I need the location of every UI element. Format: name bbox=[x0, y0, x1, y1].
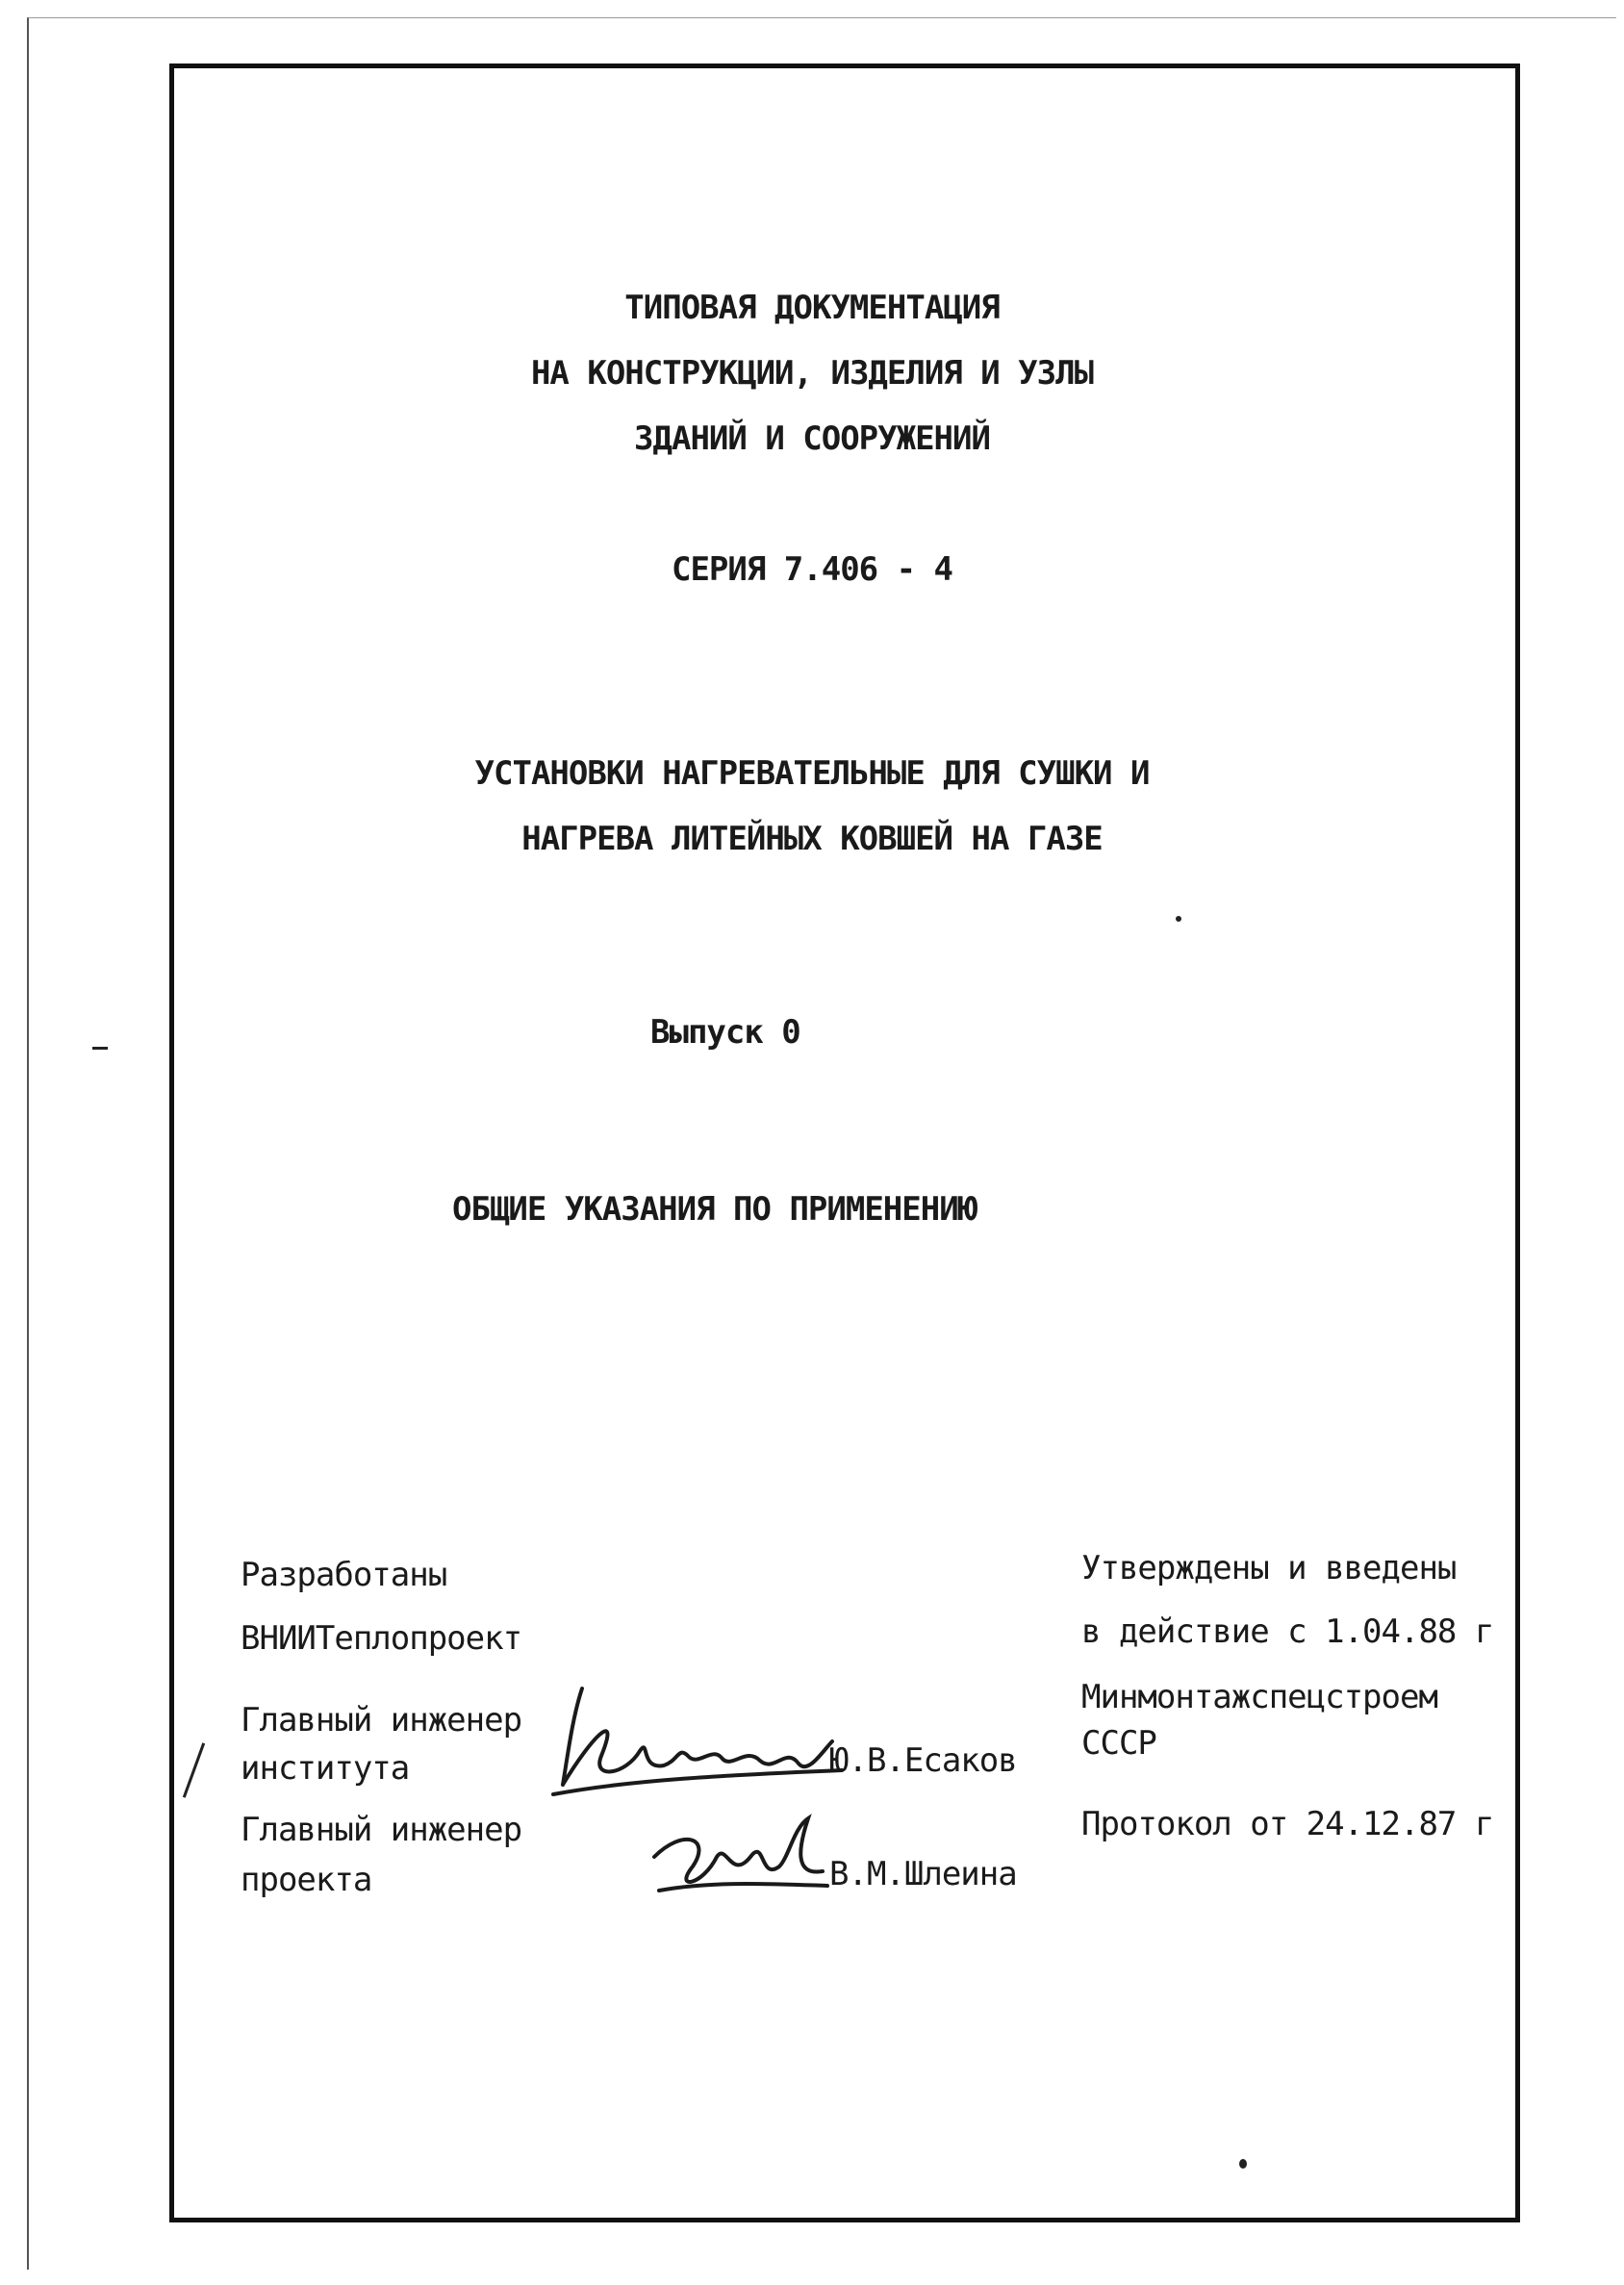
scan-speck bbox=[92, 1047, 108, 1050]
signature-esakov bbox=[534, 1679, 861, 1804]
chief-institute-role-2: института bbox=[241, 1749, 410, 1788]
subject-line-1: УСТАНОВКИ НАГРЕВАТЕЛЬНЫЕ ДЛЯ СУШКИ И bbox=[474, 754, 1150, 793]
approval-line-1: Утверждены и введены bbox=[1081, 1549, 1457, 1587]
approval-line-3: Минмонтажспецстроем bbox=[1081, 1678, 1437, 1716]
title-line-1: ТИПОВАЯ ДОКУМЕНТАЦИЯ bbox=[624, 289, 1000, 327]
signature-shleina bbox=[645, 1799, 837, 1905]
developed-label: Разработаны bbox=[241, 1556, 447, 1594]
developed-org: ВНИИТеплопроект bbox=[241, 1619, 522, 1658]
issue-number: Выпуск 0 bbox=[650, 1013, 800, 1052]
chief-project-role-1: Главный инженер bbox=[241, 1811, 522, 1849]
subject-line-2: НАГРЕВА ЛИТЕЙНЫХ КОВШЕЙ НА ГАЗЕ bbox=[521, 820, 1103, 858]
series-number: СЕРИЯ 7.406 - 4 bbox=[671, 550, 953, 589]
title-line-3: ЗДАНИЙ И СООРУЖЕНИЙ bbox=[634, 419, 990, 458]
title-line-2: НА КОНСТРУКЦИИ, ИЗДЕЛИЯ И УЗЛЫ bbox=[530, 354, 1094, 393]
chief-project-name: В.М.Шлеина bbox=[829, 1855, 1017, 1893]
chief-institute-role-1: Главный инженер bbox=[241, 1701, 522, 1739]
scan-speck bbox=[1239, 2159, 1247, 2169]
issue-subtitle: ОБЩИЕ УКАЗАНИЯ ПО ПРИМЕНЕНИЮ bbox=[452, 1190, 977, 1229]
scan-speck bbox=[1176, 916, 1181, 922]
approval-protocol: Протокол от 24.12.87 г bbox=[1081, 1805, 1494, 1843]
chief-project-role-2: проекта bbox=[241, 1861, 372, 1899]
chief-institute-name: Ю.В.Есаков bbox=[829, 1741, 1017, 1780]
approval-line-4: СССР bbox=[1081, 1724, 1156, 1763]
approval-line-2: в действие с 1.04.88 г bbox=[1081, 1612, 1494, 1651]
